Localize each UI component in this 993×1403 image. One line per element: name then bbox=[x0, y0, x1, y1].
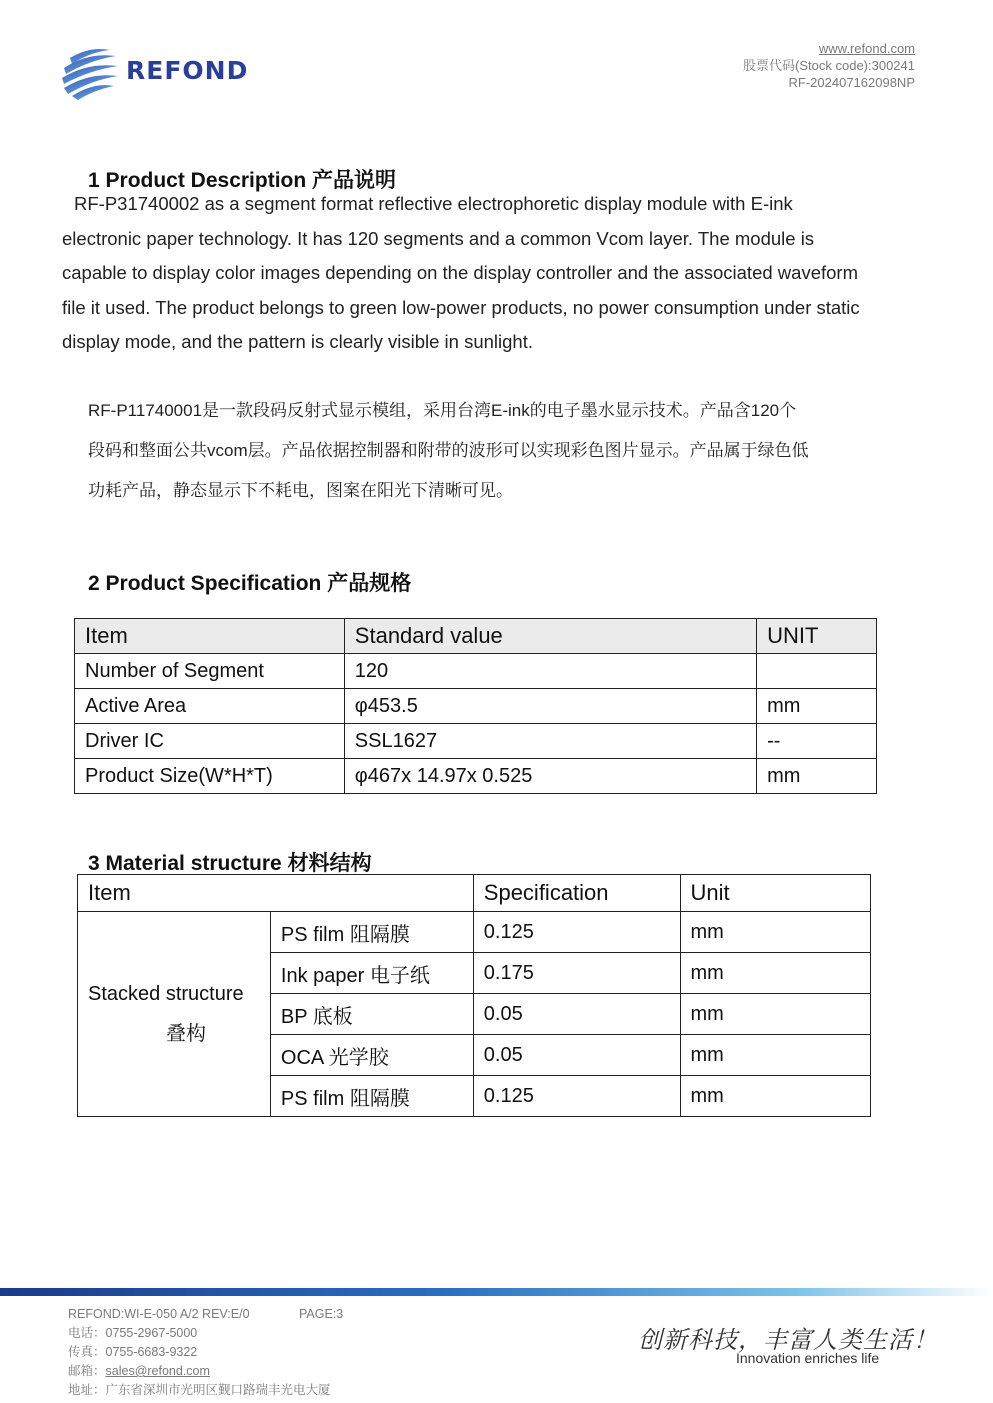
table-cell: BP 底板 bbox=[270, 994, 473, 1035]
paragraph-line: display mode, and the pattern is clearly visible in sunlight. bbox=[62, 331, 533, 352]
table-cell: mm bbox=[680, 912, 870, 953]
table-cell: Active Area bbox=[75, 689, 345, 724]
table-cell: 0.125 bbox=[473, 912, 680, 953]
table-header-row bbox=[78, 875, 871, 912]
table-cell: PS film 阻隔膜 bbox=[270, 1076, 473, 1117]
table-cell: φ453.5 bbox=[344, 689, 756, 724]
table-cell: φ467x 14.97x 0.525 bbox=[344, 759, 756, 794]
table-cell: mm bbox=[680, 994, 870, 1035]
table-cell: PS film 阻隔膜 bbox=[270, 912, 473, 953]
slogan-cn: 创新科技，丰富人类生活！ bbox=[638, 1326, 938, 1354]
table-cell: 0.05 bbox=[473, 1035, 680, 1076]
footer-doc-row bbox=[68, 1305, 343, 1324]
company-logo bbox=[60, 44, 249, 100]
paragraph-line: 功耗产品，静态显示下不耗电，图案在阳光下清晰可见。 bbox=[88, 481, 513, 500]
table-cell: -- bbox=[757, 724, 877, 759]
paragraph-line: 段码和整面公共vcom层。产品依据控制器和附带的波形可以实现彩色图片显示。产品属于绿色低 bbox=[88, 441, 809, 460]
table-cell: mm bbox=[757, 759, 877, 794]
table-cell: Number of Segment bbox=[75, 654, 345, 689]
table-cell: 120 bbox=[344, 654, 756, 689]
table-cell: mm bbox=[680, 1035, 870, 1076]
slogan bbox=[638, 1320, 938, 1370]
table-cell: mm bbox=[680, 953, 870, 994]
table-cell: mm bbox=[680, 1076, 870, 1117]
footer-email-row bbox=[68, 1362, 343, 1381]
header-cell: Unit bbox=[680, 875, 870, 912]
paragraph-line: capable to display color images depending on the display controller and the associated waveform bbox=[62, 262, 858, 283]
website-link[interactable]: www.refond.com bbox=[818, 41, 915, 56]
table-cell: Driver IC bbox=[75, 724, 345, 759]
stock-code: 股票代码(Stock code):300241 bbox=[743, 58, 915, 73]
table-row bbox=[75, 724, 877, 759]
table-row bbox=[75, 689, 877, 724]
header-cell: Standard value bbox=[344, 619, 756, 654]
header-cell: Specification bbox=[473, 875, 680, 912]
footer-fax: 传真：0755-6683-9322 bbox=[68, 1345, 198, 1359]
section1-en-paragraph bbox=[62, 187, 860, 360]
paragraph-line: electronic paper technology. It has 120 segments and a common Vcom layer. The module is bbox=[62, 227, 815, 249]
paragraph-line: RF-P11740001是一款段码反射式显示模组，采用台湾E-ink的电子墨水显示技术。产品含120个 bbox=[88, 401, 797, 420]
logo-wordmark: REFOND bbox=[126, 56, 249, 85]
table-cell: 0.175 bbox=[473, 953, 680, 994]
slogan-en: Innovation enriches life bbox=[736, 1350, 880, 1366]
table-cell: SSL1627 bbox=[344, 724, 756, 759]
header-cell: Item bbox=[75, 619, 345, 654]
material-structure-table bbox=[77, 874, 871, 1117]
stacked-structure-cell bbox=[78, 912, 271, 1117]
footer-divider-band bbox=[0, 1288, 993, 1296]
footer-contact bbox=[68, 1305, 343, 1400]
group-label-cn: 叠构 bbox=[166, 1023, 206, 1045]
header-cell: Item bbox=[78, 875, 474, 912]
table-row bbox=[75, 654, 877, 689]
table-cell: 0.125 bbox=[473, 1076, 680, 1117]
table-cell: OCA 光学胶 bbox=[270, 1035, 473, 1076]
section2-heading: 2 Product Specification 产品规格 bbox=[88, 572, 412, 595]
footer-address: 地址：广东省深圳市光明区觐口路瑞丰光电大厦 bbox=[68, 1383, 331, 1397]
table-header-row bbox=[75, 619, 877, 654]
table-cell: Product Size(W*H*T) bbox=[75, 759, 345, 794]
header-info bbox=[743, 40, 915, 91]
refond-logo-icon bbox=[60, 44, 122, 100]
section1-cn-paragraph bbox=[88, 391, 809, 511]
table-cell bbox=[757, 654, 877, 689]
section3-heading: 3 Material structure 材料结构 bbox=[88, 852, 372, 875]
paragraph-line: file it used. The product belongs to green low-power products, no power consumption under static bbox=[62, 296, 860, 318]
table-row bbox=[78, 912, 871, 953]
paragraph-line: RF-P31740002 as a segment format reflective electrophoretic display module with E-ink bbox=[74, 193, 793, 214]
email-label: 邮箱： bbox=[68, 1364, 106, 1378]
group-label: Stacked structure bbox=[88, 983, 244, 1005]
page-number: PAGE:3 bbox=[299, 1307, 344, 1321]
table-cell: 0.05 bbox=[473, 994, 680, 1035]
doc-number: RF-202407162098NP bbox=[788, 75, 915, 90]
section1-heading: 1 Product Description 产品说明 bbox=[88, 169, 397, 192]
table-cell: mm bbox=[757, 689, 877, 724]
product-spec-table bbox=[74, 618, 877, 794]
email-link[interactable]: sales@refond.com bbox=[105, 1364, 210, 1378]
table-row bbox=[75, 759, 877, 794]
header-cell: UNIT bbox=[757, 619, 877, 654]
table-cell: Ink paper 电子纸 bbox=[270, 953, 473, 994]
doc-ref: REFOND:WI-E-050 A/2 REV:E/0 bbox=[68, 1307, 250, 1321]
footer-phone: 电话：0755-2967-5000 bbox=[68, 1326, 198, 1340]
